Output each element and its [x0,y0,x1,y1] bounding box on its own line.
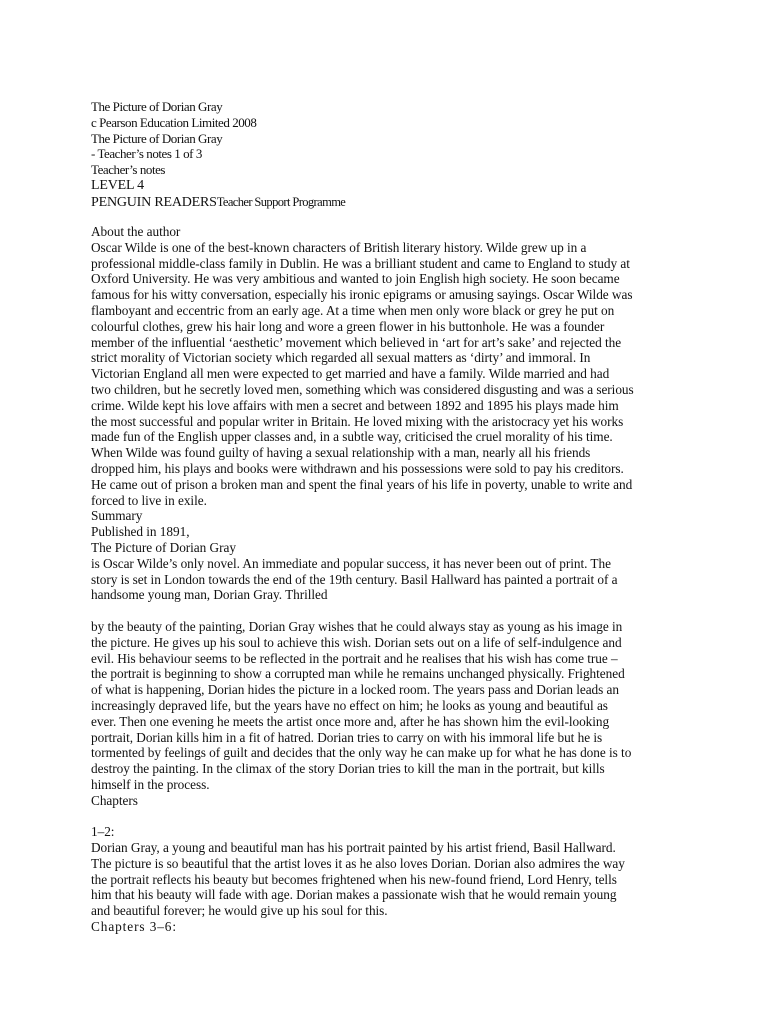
chapter-line: the portrait reflects his beauty but becomes frightened when his new-found friend, Lord Henry, tells [91,871,617,887]
summary-line: portrait, Dorian kills him in a fit of hatred. Dorian tries to carry on with his immoral life but he is [91,729,603,745]
page-reference: - Teacher’s notes 1 of 3 [91,146,202,162]
chapter-line: him that his beauty will fade with age. Dorian makes a passionate wish that he would remain young [91,887,617,903]
book-title: The Picture of Dorian Gray [91,539,236,555]
about-line: famous for his witty conversation, especially his ironic epigrams or amusing sayings. Oscar Wilde was [91,287,633,303]
summary-line: the portrait is beginning to show a corrupted man while he remains unchanged physically. Frightened [91,666,625,682]
about-line: member of the influential ‘aesthetic’ movement which believed in ‘art for art’s sake’ and rejected the [91,334,622,350]
about-line: When Wilde was found guilty of having a sexual relationship with a man, nearly all his friends [91,445,591,461]
summary-line: evil. His behaviour seems to be reflected in the portrait and he realises that his wish has come true – [91,650,618,666]
paragraph-gap [91,603,687,619]
series-name: PENGUIN READERS [91,194,217,210]
about-line: strict morality of Victorian society which regarded all sexual matters as ‘dirty’ and immoral. In [91,350,591,366]
summary-heading: Summary [91,508,143,524]
about-line: Oxford University. He was very ambitious and wanted to join English high society. He soon became [91,271,620,287]
about-line: crime. Wilde kept his love affairs with men a secret and between 1892 and 1895 his plays made him [91,397,619,413]
about-line: Oscar Wilde is one of the best-known characters of British literary history. Wilde grew up in a [91,239,587,255]
paragraph-gap [91,808,687,824]
copyright-line: c Pearson Education Limited 2008 [91,114,257,130]
published-line: Published in 1891, [91,524,190,540]
about-line: professional middle-class family in Dublin. He was a brilliant student and came to England to study at [91,255,630,271]
series-line [91,194,731,211]
about-line: Victorian England all men were expected to get married and have a family. Wilde married and had [91,366,610,382]
document-body [91,224,687,935]
summary-line: of what is happening, Dorian hides the picture in a locked room. The years pass and Dorian leads an [91,682,620,698]
summary-line: increasingly depraved life, but the years have no effect on him; he looks as young and beautiful as [91,697,608,713]
about-line: two children, but he secretly loved men, something which was considered disgusting and was a serious [91,381,634,397]
about-line: colourful clothes, grew his hair long and wore a green flower in his buttonhole. He was a founder [91,318,605,334]
summary-intro-line: story is set in London towards the end of the 19th century. Basil Hallward has painted a portrait of a [91,571,618,587]
notes-label: Teacher’s notes [91,162,166,178]
summary-line: tormented by feelings of guilt and decides that the only way he can make up for what he has done is to [91,745,632,761]
chapter-line: Dorian Gray, a young and beautiful man has his portrait painted by his artist friend, Basil Hallward. [91,840,616,856]
series-programme: Teacher Support Programme [216,194,346,209]
summary-line: ever. Then one evening he meets the artist once more and, after he has shown him the evil-looking [91,713,610,729]
chapter-line: and beautiful forever; he would give up his soul for this. [91,903,388,919]
chapter-line: The picture is so beautiful that the artist loves it as he also loves Dorian. Dorian also admires the way [91,855,625,871]
about-line: made fun of the English upper classes and, in a subtle way, criticised the cruel morality of his time. [91,429,613,445]
about-line: forced to live in exile. [91,492,207,508]
about-line: flamboyant and eccentric from an early age. At a time when men only wore black or grey he put on [91,302,615,318]
header-title: The Picture of Dorian Gray [91,99,223,114]
chapters-heading: Chapters [91,792,138,808]
about-line: He came out of prison a broken man and spent the final years of his life in poverty, unable to write and [91,476,633,492]
about-heading: About the author [91,224,181,239]
summary-intro-line: handsome young man, Dorian Gray. Thrilled [91,587,328,603]
summary-line: the picture. He gives up his soul to achieve this wish. Dorian sets out on a life of self-indulgence and [91,634,622,650]
chapter-range: 1–2: [91,824,115,840]
about-line: dropped him, his plays and books were withdrawn and his possessions were sold to pay his creditors. [91,460,624,476]
summary-intro-line: is Oscar Wilde’s only novel. An immediate and popular success, it has never been out of print. The [91,555,611,571]
chapters-3-6-heading: Chapters 3–6: [91,919,177,935]
level-label: LEVEL 4 [91,177,144,193]
summary-line: by the beauty of the painting, Dorian Gray wishes that he could always stay as young as his image in [91,618,623,634]
document-header [91,99,731,211]
header-title-repeat: The Picture of Dorian Gray [91,130,223,146]
about-line: the most successful and popular writer in Britain. He loved mixing with the aristocracy yet his works [91,413,624,429]
summary-line: himself in the process. [91,776,210,792]
summary-line: destroy the painting. In the climax of the story Dorian tries to kill the man in the portrait, but kills [91,761,605,777]
